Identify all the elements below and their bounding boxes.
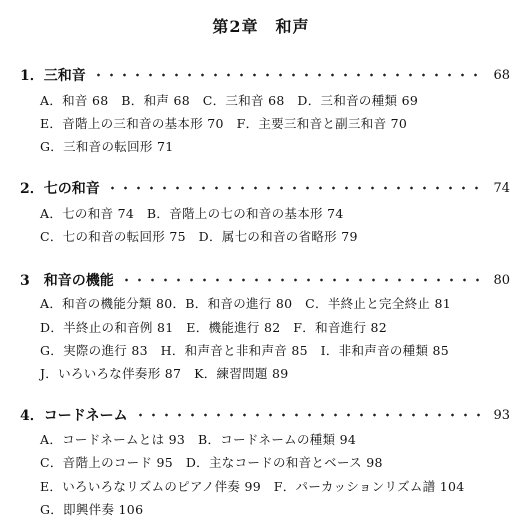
toc-entry-line: A．七の和音 74 B．音階上の七の和音の基本形 74: [40, 206, 344, 221]
section-page-number: 93: [493, 407, 510, 423]
dot-leader: [120, 278, 488, 282]
dot-leader: [134, 413, 488, 417]
section-page-number: 68: [493, 67, 510, 83]
section-title: 1．三和音: [20, 68, 86, 84]
section-heading: [20, 65, 510, 85]
section-title: 4．コードネーム: [20, 408, 128, 424]
toc-entry-line: E．音階上の三和音の基本形 70 F．主要三和音と副三和音 70: [40, 116, 408, 131]
section-title: 3 和音の機能: [20, 273, 114, 289]
toc-entry-line: G．三和音の転回形 71: [40, 139, 174, 154]
toc-entry-line: C．音階上のコード 95 D．主なコードの和音とベース 98: [40, 455, 383, 470]
section-heading: [20, 405, 510, 425]
toc-entry-line: A．和音の機能分類 80．B．和音の進行 80 C．半終止と完全終止 81: [40, 296, 452, 311]
chapter-title: 第2章 和声: [212, 17, 310, 36]
toc-entry-line: G．即興伴奏 106: [40, 502, 144, 517]
toc-entry-line: C．七の和音の転回形 75 D．属七の和音の省略形 79: [40, 229, 358, 244]
toc-entry-line: G．実際の進行 83 H．和声音と非和声音 85 I．非和声音の種類 85: [40, 343, 450, 358]
section-page-number: 80: [493, 272, 510, 288]
section-title: 2．七の和音: [20, 181, 100, 197]
toc-entry-line: J．いろいろな伴奏形 87 K．練習問題 89: [40, 366, 289, 381]
section-page-number: 74: [493, 180, 510, 196]
toc-entry-line: E．いろいろなリズムのピアノ伴奏 99 F．パーカッションリズム譜 104: [40, 479, 465, 494]
toc-entry-line: A．コードネームとは 93 B．コードネームの種類 94: [40, 432, 357, 447]
section-heading: [20, 178, 510, 198]
dot-leader: [106, 186, 488, 190]
section-heading: [20, 270, 510, 290]
toc-entry-line: A．和音 68 B．和声 68 C．三和音 68 D．三和音の種類 69: [40, 93, 419, 108]
toc-entry-line: D．半終止の和音例 81 E．機能進行 82 F．和音進行 82: [40, 320, 388, 335]
dot-leader: [92, 73, 488, 77]
